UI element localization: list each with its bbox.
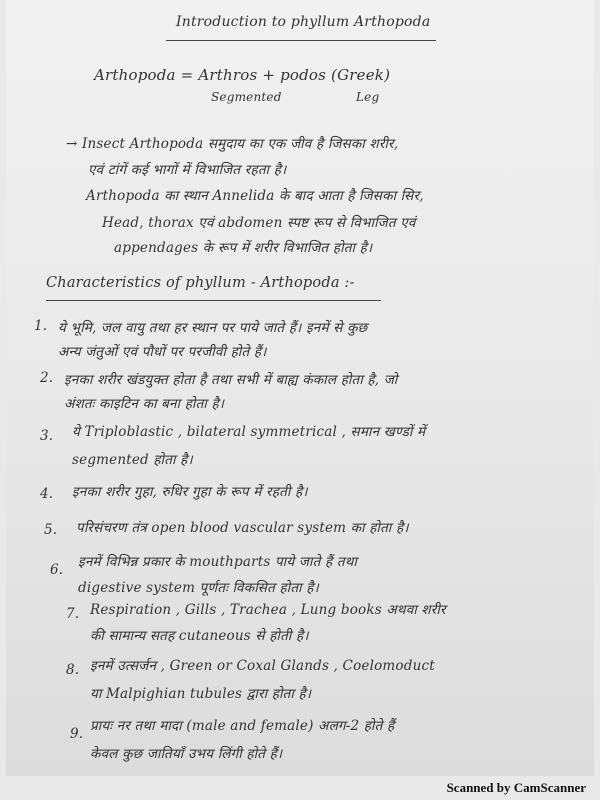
point-number: 2. — [40, 370, 54, 386]
heading-underline — [46, 300, 381, 301]
point-number: 1. — [34, 318, 48, 334]
scanner-watermark: Scanned by CamScanner — [446, 780, 586, 795]
point-line: इनमें उत्सर्जन , Green or Coxal Glands , Coelomoduct — [90, 658, 435, 674]
point-line: segmented होता है। — [72, 452, 193, 468]
point-number: 9. — [70, 726, 84, 742]
intro-line: → Insect Arthopoda समुदाय का एक जीव है जिसका शरीर, — [66, 136, 399, 152]
point-number: 4. — [40, 486, 54, 502]
intro-line: Arthopoda का स्थान Annelida के बाद आता है जिसका सिर, — [86, 188, 424, 204]
point-line: की सामान्य सतह cutaneous से होती है। — [90, 628, 309, 644]
point-line: या Malpighian tubules द्वारा होता है। — [90, 686, 312, 702]
point-line: प्रायः नर तथा मादा (male and female) अलग-2 होते हैं — [90, 718, 395, 734]
title-underline — [166, 40, 436, 41]
point-line: ये भूमि, जल वायु तथा हर स्थान पर पाये जाते हैं। इनमें से कुछ — [58, 320, 368, 336]
point-number: 5. — [44, 522, 58, 538]
point-line: अन्य जंतुओं एवं पौधों पर परजीवी होते हैं। — [58, 344, 267, 360]
page-title: Introduction to phyllum Arthopoda — [176, 14, 431, 30]
point-line: अंशतः काइटिन का बना होता है। — [64, 396, 225, 412]
intro-line: Head, thorax एवं abdomen स्पष्ट रूप से विभाजित एवं — [102, 215, 416, 231]
point-line: इनका शरीर गुहा, रुधिर गुहा के रूप में रहती है। — [72, 484, 308, 500]
point-line: Respiration , Gills , Trachea , Lung books अथवा शरीर — [90, 602, 446, 618]
notebook-page — [6, 0, 594, 776]
etymology-sub-right: Leg — [356, 90, 380, 104]
point-line: परिसंचरण तंत्र open blood vascular system का होता है। — [76, 520, 409, 536]
point-number: 8. — [66, 662, 80, 678]
intro-line: appendages के रूप में शरीर विभाजित होता है। — [114, 240, 373, 256]
characteristics-heading: Characteristics of phyllum - Arthopoda :- — [46, 275, 355, 291]
point-line: ये Triploblastic , bilateral symmetrical , समान खण्डों में — [72, 424, 426, 440]
point-line: digestive system पूर्णतः विकसित होता है। — [78, 580, 319, 596]
point-line: इनका शरीर खंडयुक्त होता है तथा सभी में बाह्य कंकाल होता है, जो — [64, 372, 398, 388]
etymology-equation: Arthopoda = Arthros + podos (Greek) — [94, 66, 391, 84]
point-line: केवल कुछ जातियाँ उभय लिंगी होते हैं। — [90, 746, 283, 762]
point-number: 6. — [50, 562, 64, 578]
etymology-sub-left: Segmented — [211, 90, 282, 104]
point-number: 3. — [40, 428, 54, 444]
point-line: इनमें विभिन्न प्रकार के mouthparts पाये जाते हैं तथा — [78, 554, 358, 570]
point-number: 7. — [66, 606, 80, 622]
intro-line: एवं टांगें कई भागों में विभाजित रहता है। — [88, 162, 287, 178]
